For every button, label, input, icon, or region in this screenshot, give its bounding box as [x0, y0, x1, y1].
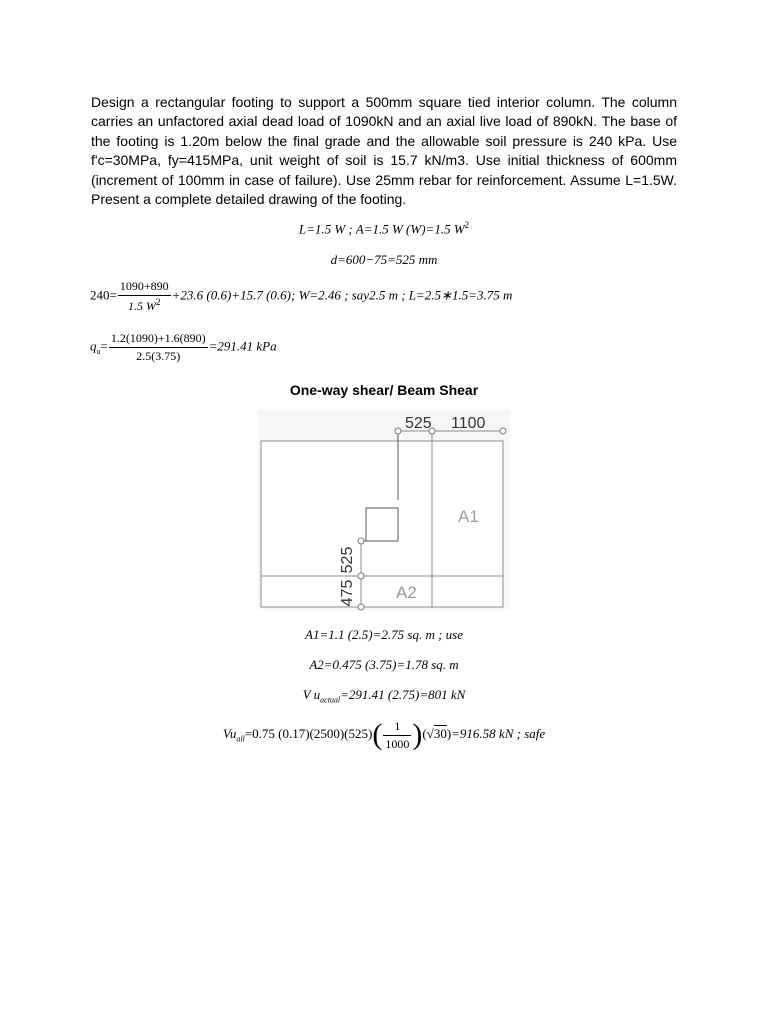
equation-ultimate-pressure: $q_u=$ $\frac{1.2(1090)+1.6(890)}{2.5(3.75)}$ =291.41 kPa — [90, 331, 277, 363]
dimension-node — [395, 428, 401, 434]
dimension-label-left-525: 525 — [339, 546, 356, 574]
dimension-label-left-475: 475 — [339, 579, 356, 607]
equation-footing-width: 240= $\frac{1090+890}{1.5 W^2}$ +23.6 (0.6)+15.7 (0.6); W=2.46 ; say2.5 m ; L=2.5∗1.5=3.75 m — [90, 279, 513, 313]
area-label-a1: A1 — [458, 507, 479, 526]
area-label-a2: A2 — [396, 583, 417, 602]
dimension-node — [358, 573, 364, 579]
equation-effective-depth: d=600−75=525 mm — [330, 252, 438, 267]
equation-length-area: L=1.5 W ; A=1.5 W (W)=1.5 $W^2$ — [298, 220, 470, 237]
dimension-label-top-1100: 1100 — [451, 415, 486, 432]
equation-shear-actual: V $u_{actual}=291.41$ (2.75)=801 kN — [302, 687, 466, 705]
equation-shear-allowable: $Vu_{all}=0.75$ (0.17)(2500)(525)( $\frac{1}{1000}$ )(√30)=916.58 kN ; safe — [222, 718, 546, 751]
dimension-label-top-525: 525 — [405, 415, 432, 432]
equation-area-a1: A1=1.1 (2.5)=2.75 sq. m ; use — [305, 627, 463, 642]
dimension-node — [358, 538, 364, 544]
dimension-node — [500, 428, 506, 434]
problem-statement: Design a rectangular footing to support a 500mm square tied interior column. The column carries an unfactored axial dead load of 1090kN and an axial live load of 890kN. The base of the footing is 1.20m below the final grade and the allowable soil pressure is 240 kPa. Use f'c=30MPa, fy=415MPa, unit weight of soil is 15.7 kN/m3. Use initial thickness of 600mm (increment of 100mm in case of failure). Use 25mm rebar for reinforcement. Assume L=1.5W. Present a complete detailed drawing of the footing. — [91, 94, 677, 208]
section-heading: One-way shear/ Beam Shear — [289, 382, 479, 398]
dimension-node — [358, 604, 364, 610]
equation-area-a2: A2=0.475 (3.75)=1.78 sq. m — [309, 657, 459, 672]
